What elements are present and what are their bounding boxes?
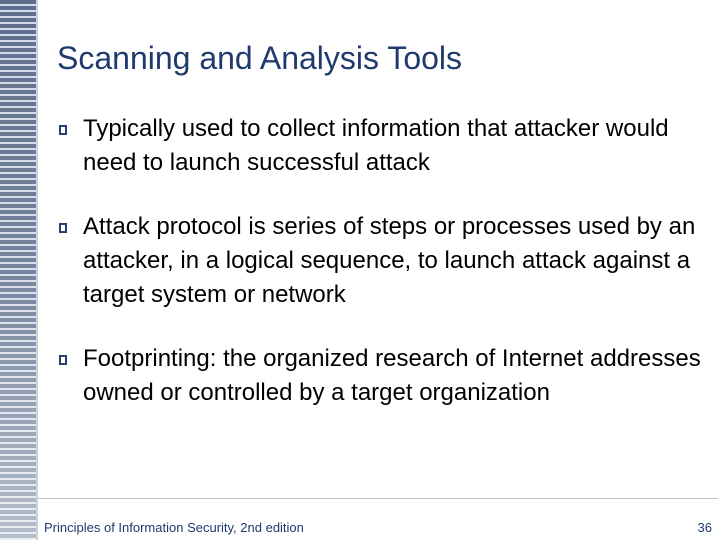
slide-title: Scanning and Analysis Tools (57, 40, 463, 76)
bullet-text: Footprinting: the organized research of Internet addresses owned or controlled by a target organization (83, 345, 701, 406)
stripe-edge-divider (36, 0, 38, 540)
page-number: 36 (697, 520, 712, 535)
side-stripe-decoration (0, 0, 36, 540)
bullet-item (57, 112, 707, 180)
bullet-item (57, 210, 707, 312)
bullet-item (57, 342, 707, 410)
footer-divider (38, 498, 718, 499)
footer-source: Principles of Information Security, 2nd edition (44, 520, 304, 535)
square-bullet-icon (59, 355, 67, 365)
bullet-text: Typically used to collect information that attacker would need to launch successful attack (83, 115, 669, 176)
bullet-list (57, 112, 707, 440)
square-bullet-icon (59, 125, 67, 135)
bullet-text: Attack protocol is series of steps or processes used by an attacker, in a logical sequence, to launch attack against a target system or network (83, 213, 696, 308)
square-bullet-icon (59, 223, 67, 233)
